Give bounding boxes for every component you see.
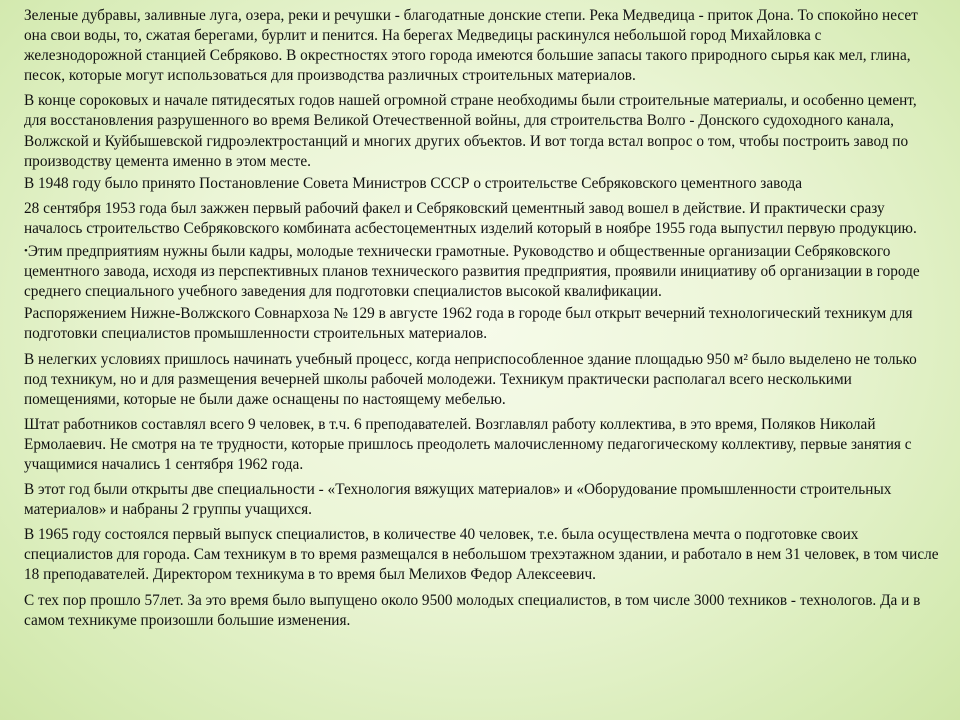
paragraph-cadres-text: Этим предприятиям нужны были кадры, молодые технически грамотные. Руководство и общественные организации Себряковского цементного завода, исходя из перспективных планов технического развития предприятия, проявили инициативу об организации в городе среднего специального учебного заведения для подготовки специалистов высокой квалификации. xyxy=(24,243,920,301)
bullet-icon: • xyxy=(24,245,28,258)
paragraph-1948: В 1948 году было принято Постановление Совета Министров СССР о строительстве Себряковского цементного завода xyxy=(24,174,803,192)
paragraph-staff: Штат работников составлял всего 9 человек, в т.ч. 6 преподавателей. Возглавлял работу коллектива, в это время, Поляков Николай Ермолаевич. Не смотря на те трудности, которые пришлось преодолеть малочисленному педагогическому коллективу, первые занятия с учащимися начались 1 сентября 1962 года. xyxy=(24,415,912,473)
paragraph-specialties: В этот год были открыты две специальности - «Технология вяжущих материалов» и «Оборудование промышленности строительных материалов» и набраны 2 группы учащихся. xyxy=(24,481,892,519)
paragraph-1962: Распоряжением Нижне-Волжского Совнархоза № 129 в августе 1962 года в городе был открыт вечерний технологический техникум для подготовки специалистов промышленности строительных материалов. xyxy=(24,305,913,343)
paragraph-cadres xyxy=(24,241,942,302)
paragraph-building: В нелегких условиях пришлось начинать учебный процесс, когда неприспособленное здание площадью 950 м² было выделено не только под техникум, но и для размещения вечерней школы рабочей молодежи. Техникум практически располагал всего несколькими помещениями, которые не были даже оснащены по настоящему мебелью. xyxy=(24,350,917,408)
paragraph-postwar: В конце сороковых и начале пятидесятых годов нашей огромной стране необходимы были строительные материалы, и особенно цемент, для восстановления разрушенного во время Великой Отечественной войны, для строительства Волго - Донского судоходного канала, Волжской и Куйбышевской гидроэлектростанций и многих других объектов. И вот тогда встал вопрос о том, чтобы построить завод по производству цемента именно в этом месте. xyxy=(24,92,917,170)
paragraph-1965: В 1965 году состоялся первый выпуск специалистов, в количестве 40 человек, т.е. была осуществлена мечта о подготовке своих специалистов для города. Сам техникум в то время размещался в небольшом трехэтажном здании, и работало в нем 31 человек, в том числе 18 преподавателей. Директором техникума в то время был Мелихов Федор Алексеевич. xyxy=(24,526,939,584)
paragraph-since: С тех пор прошло 57лет. За это время было выпущено около 9500 молодых специалистов, в том числе 3000 техников - технологов. Да и в самом техникуме произошли большие изменения. xyxy=(24,591,921,629)
paragraph-intro: Зеленые дубравы, заливные луга, озера, реки и речушки - благодатные донские степи. Река Медведица - приток Дона. То спокойно несет она свои воды, то, сжатая берегами, бурлит и пенится. На берегах Медведицы раскинулся небольшой город Михайловка с железнодорожной станцией Себряково. В окрестностях этого города имеются большие запасы такого природного сырья как мел, глина, песок, которые могут использоваться для производства различных строительных материалов. xyxy=(24,7,918,85)
paragraph-1953: 28 сентября 1953 года был зажжен первый рабочий факел и Себряковский цементный завод вошел в действие. И практически сразу началось строительство Себряковского комбината асбестоцементных изделий который в ноябре 1955 года выпустил первую продукцию. xyxy=(24,199,917,237)
text-body xyxy=(24,6,942,636)
